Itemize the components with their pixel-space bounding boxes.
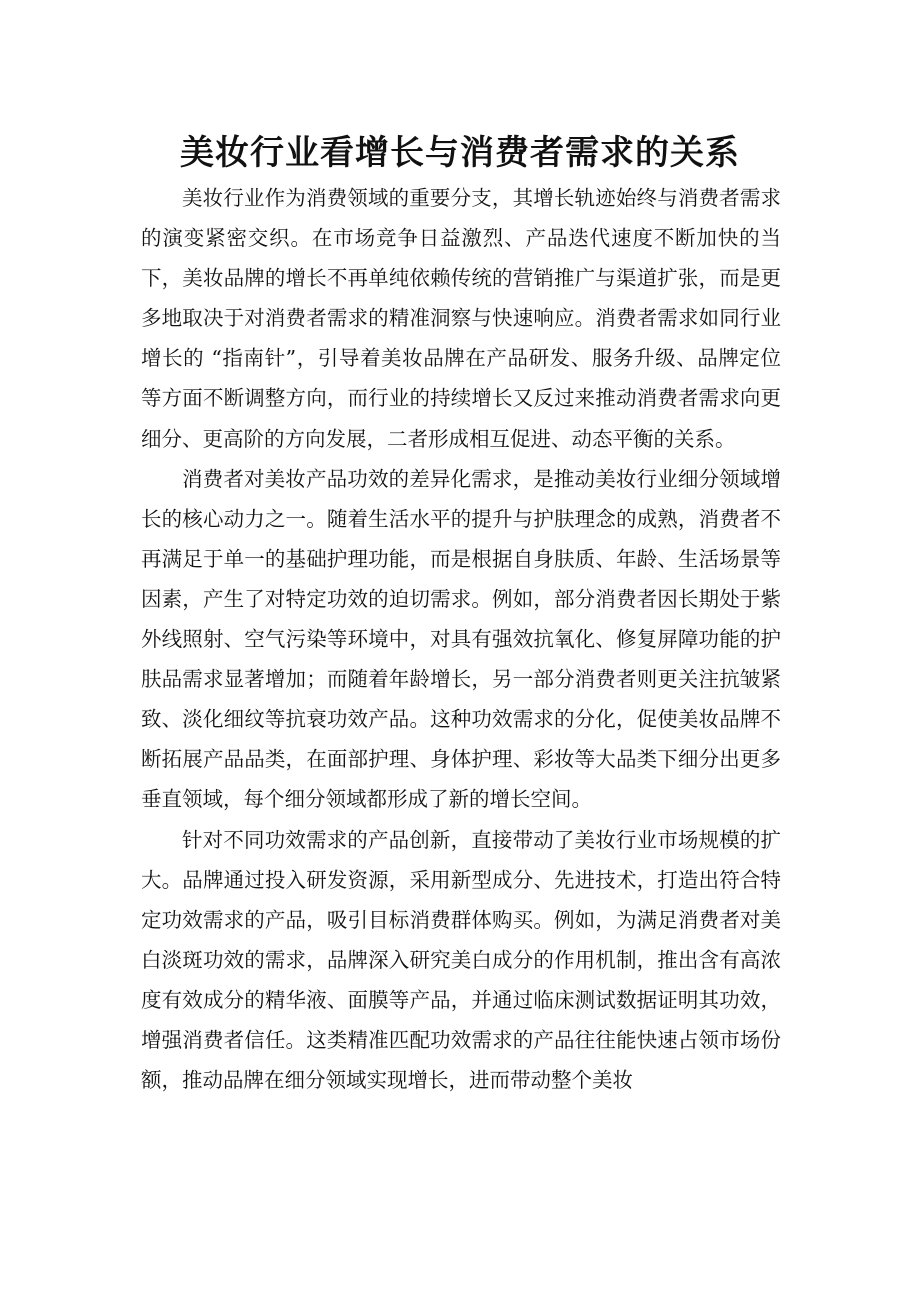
paragraph-3: 针对不同功效需求的产品创新，直接带动了美妆行业市场规模的扩大。品牌通过投入研发资源，采用新型成分、先进技术，打造出符合特定功效需求的产品，吸引目标消费群体购买。例如，为满足消费者对美白淡斑功效的需求，品牌深入研究美白成分的作用机制，推出含有高浓度有效成分的精华液、面膜等产品，并通过临床测试数据证明其功效，增强消费者信任。这类精准匹配功效需求的产品往往能快速占领市场份额，推动品牌在细分领域实现增长，进而带动整个美妆 xyxy=(141,827,781,1093)
paragraph-1: 美妆行业作为消费领域的重要分支，其增长轨迹始终与消费者需求的演变紧密交织。在市场竞争日益激烈、产品迭代速度不断加快的当下，美妆品牌的增长不再单纯依赖传统的营销推广与渠道扩张，而是更多地取决于对消费者需求的精准洞察与快速响应。消费者需求如同行业增长的 “指南针”，引导着美妆品牌在产品研发、服务升级、品牌定位等方面不断调整方向，而行业的持续增长又反过来推动消费者需求向更细分、更高阶的方向发展，二者形成相互促进、动态平衡的关系。 xyxy=(141,186,781,451)
document-title: 美妆行业看增长与消费者需求的关系 xyxy=(180,133,740,173)
document-body xyxy=(141,178,781,1100)
paragraph-2: 消费者对美妆产品功效的差异化需求，是推动美妆行业细分领域增长的核心动力之一。随着生活水平的提升与护肤理念的成熟，消费者不再满足于单一的基础护理功能，而是根据自身肤质、年龄、生活场景等因素，产生了对特定功效的迫切需求。例如，部分消费者因长期处于紫外线照射、空气污染等环境中，对具有强效抗氧化、修复屏障功能的护肤品需求显著增加；而随着年龄增长，另一部分消费者则更关注抗皱紧致、淡化细纹等抗衰功效产品。这种功效需求的分化，促使美妆品牌不断拓展产品品类，在面部护理、身体护理、彩妆等大品类下细分出更多垂直领域，每个细分领域都形成了新的增长空间。 xyxy=(141,466,781,812)
